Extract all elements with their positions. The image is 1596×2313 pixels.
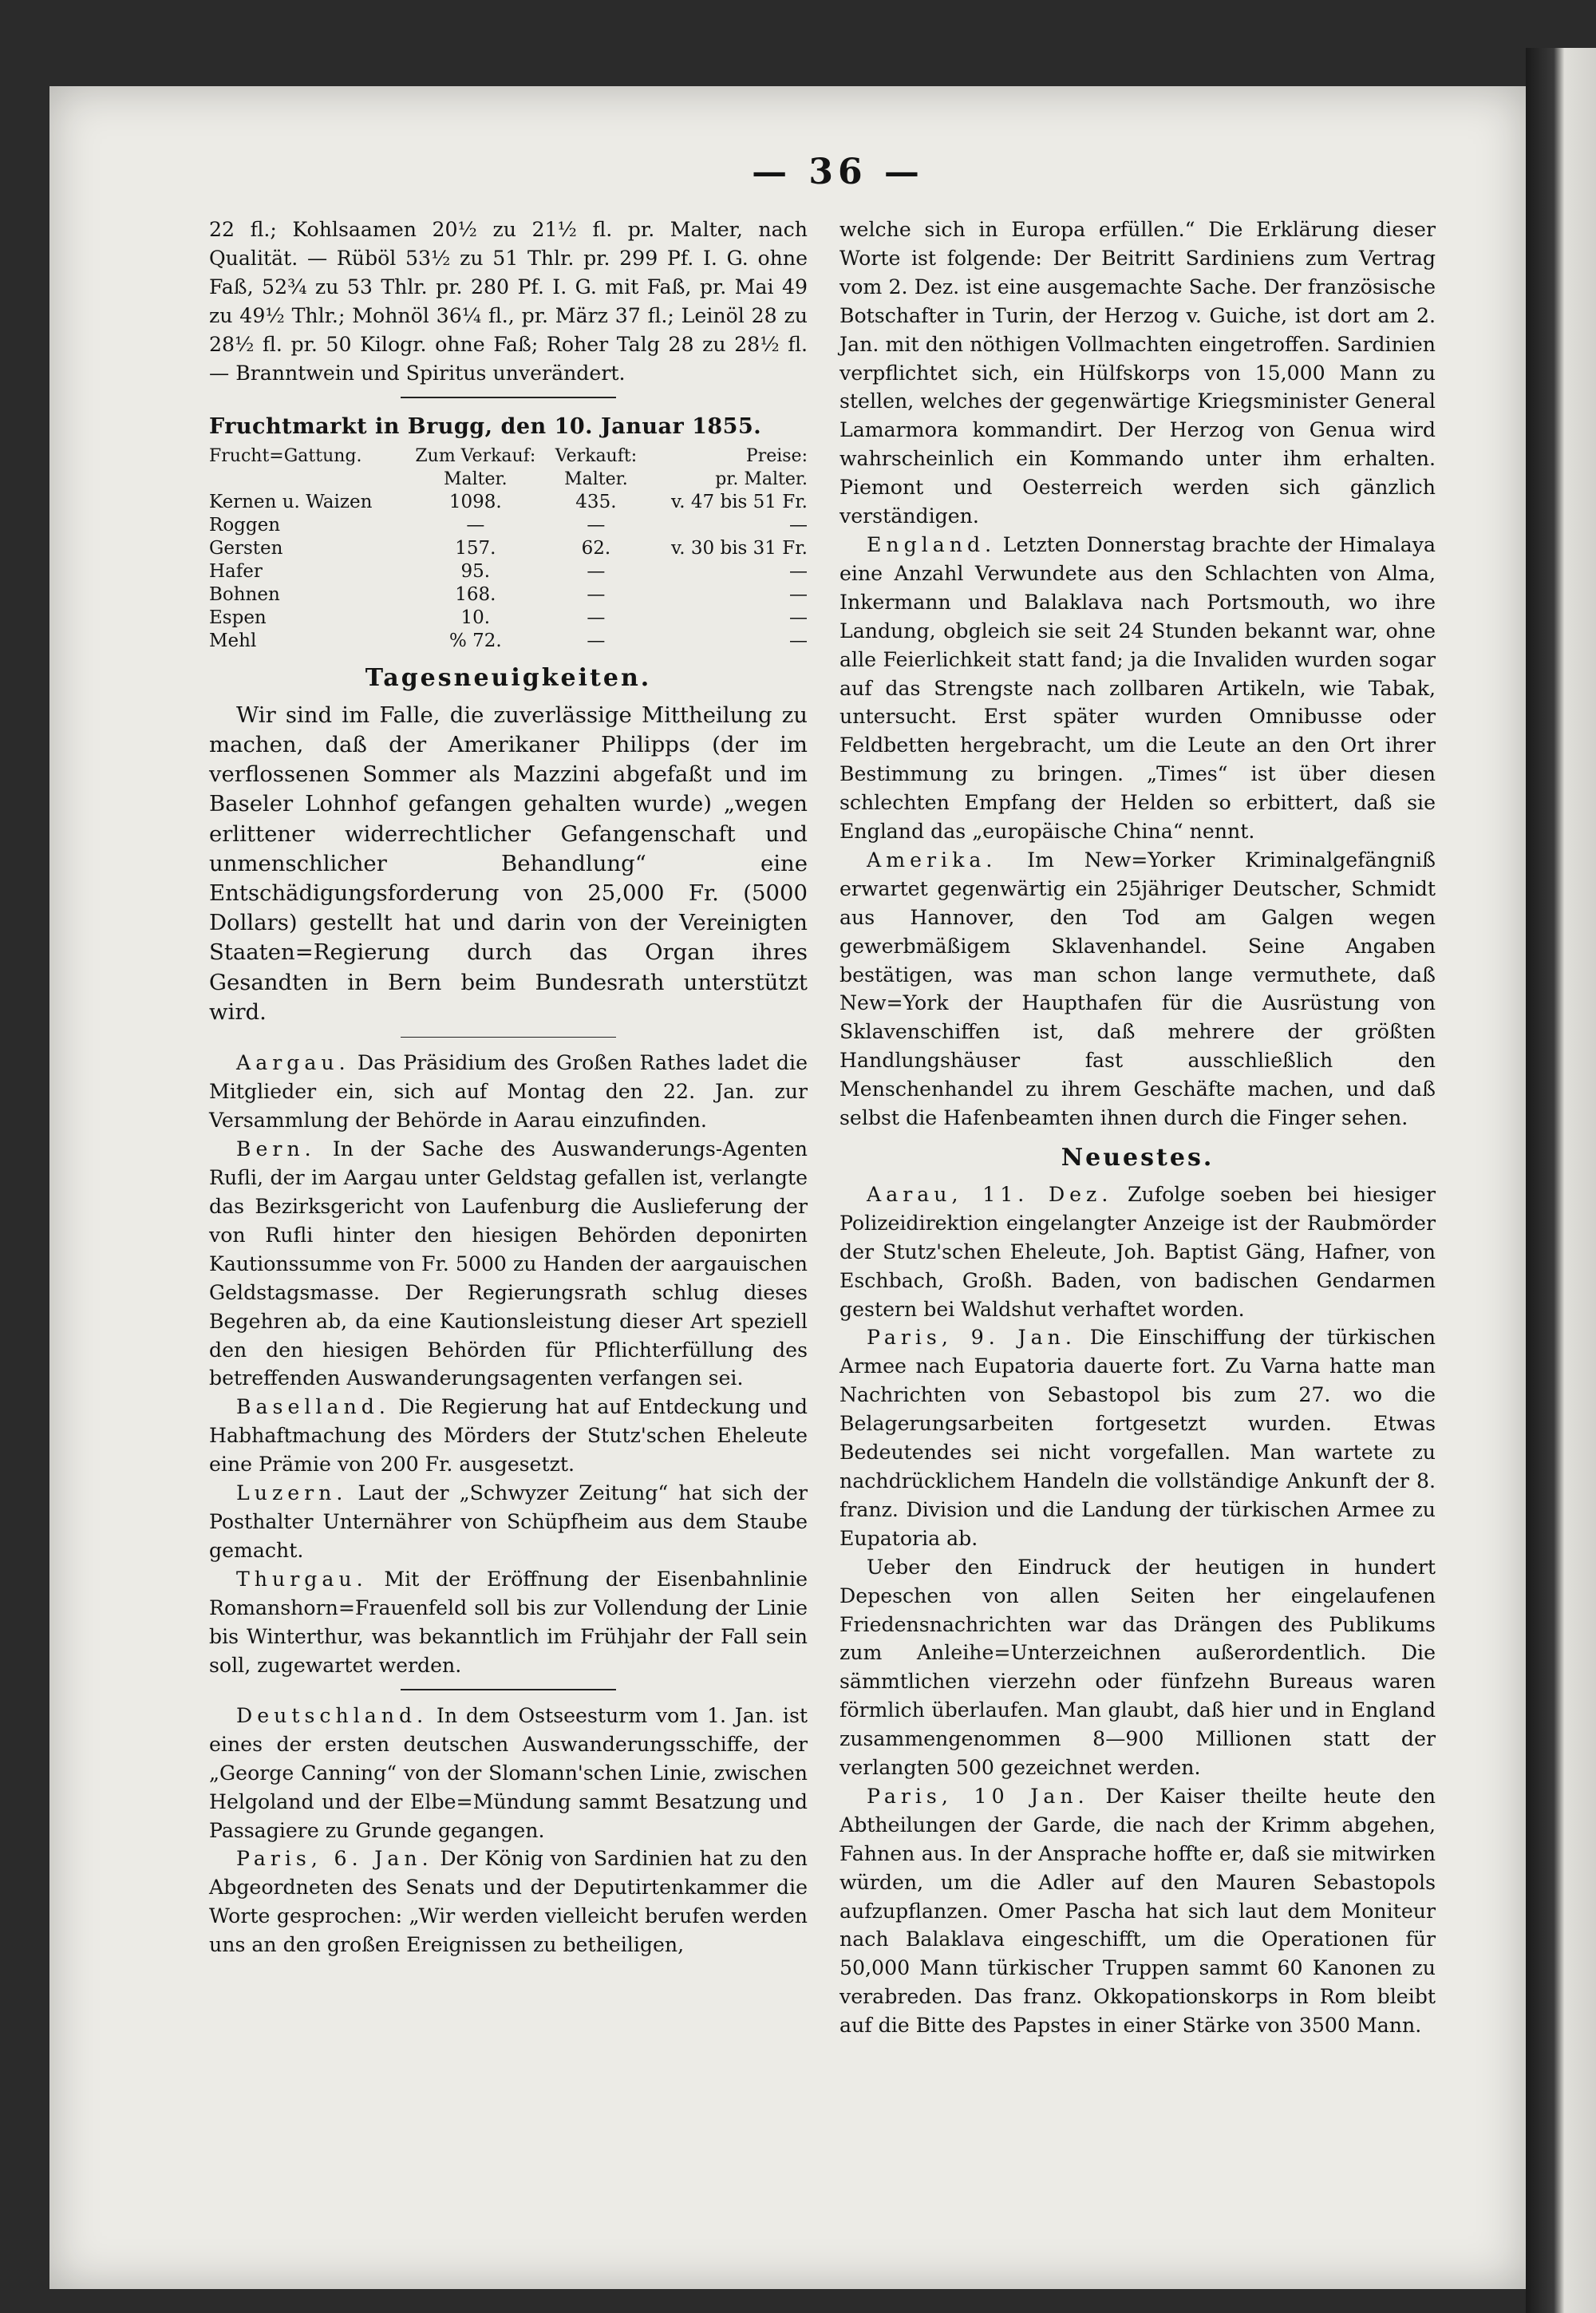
table-cell: v. 30 bis 31 Fr.	[671, 537, 808, 559]
paragraph-text: Der Kaiser theilte heute den Abtheilungen der Garde, die nach der Krimm abgehen, Fahnen aus. In der Ansprache hoffte er, daß sie mitwirken würden, um die Adler auf den Mauren Sebastopols aufzupflanzen. Omer Pascha hat sich laut dem Moniteur nach Balaklava eingeschifft, um die Operationen für 50,000 Mann türkischer Truppen sammt 60 Kanonen zu verabreden. Das franz. Okkopationskorps in Rom bleibt auf die Bitte des Papstes in einer Stärke von 3500 Mann.	[839, 1784, 1436, 2038]
table-cell: Kernen u. Waizen	[209, 491, 373, 512]
table-row	[209, 514, 808, 537]
divider	[401, 1689, 616, 1690]
dateline: Aarau, 11. Dez.	[867, 1182, 1113, 1206]
news-paragraph	[209, 1479, 808, 1565]
news-paragraph	[839, 1782, 1436, 2040]
right-column	[839, 215, 1436, 2040]
table-cell: —	[789, 630, 808, 651]
latest-news	[839, 1180, 1436, 2040]
table-cell: Gersten	[209, 537, 283, 559]
dateline: Amerika.	[867, 848, 998, 872]
paragraph-text: Die Regierung hat auf Entdeckung und Habhaftmachung des Mörders der Stutz'schen Eheleute eine Prämie von 200 Fr. ausgesetzt.	[209, 1395, 808, 1477]
foreign-news-continued	[839, 215, 1436, 1133]
dateline: Paris, 9. Jan.	[867, 1326, 1077, 1350]
news-paragraph	[209, 1049, 808, 1135]
table-cell: % 72.	[448, 630, 502, 651]
left-column	[209, 215, 808, 1959]
dateline: Aargau.	[236, 1051, 350, 1075]
table-cell: —	[789, 560, 808, 582]
lead-paragraph: Wir sind im Falle, die zuverlässige Mittheilung zu machen, daß der Amerikaner Philipps (der im verflossenen Sommer als Mazzini abgefaßt und im Baseler Lohnhof gefangen gehalten wurde) „wegen erlittener widerrechtlicher Gefangenschaft und unmenschlicher Behandlung“ eine Entschädigungsforderung von 25,000 Fr. (5000 Dollars) gestellt hat und darin von der Vereinigten Staaten=Regierung durch das Organ ihres Gesandten in Bern beim Bundesrath unterstützt wird.	[209, 702, 808, 1025]
news-paragraph	[839, 1323, 1436, 1552]
book-spine	[1526, 48, 1596, 2313]
header-cell	[209, 468, 404, 491]
table-cell: Mehl	[209, 630, 257, 651]
news-paragraph	[209, 1844, 808, 1959]
table-cell: Bohnen	[209, 583, 280, 605]
paragraph-text: Die Einschiffung der türkischen Armee nach Eupatoria dauerte fort. Zu Varna hatte man Nachrichten von Sebastopol bis zum 27. wo die Belagerungsarbeiten fortgesetzt wurden. Etwas Bedeutendes sei nicht vorgefallen. Man wartete zu nachdrücklichem Handeln die vollständige Ankunft der 8. franz. Division und die Landung der türkischen Armee zu Eupatoria ab.	[839, 1326, 1436, 1550]
table-cell: v. 47 bis 51 Fr.	[671, 491, 808, 512]
header-cell: Malter.	[444, 469, 508, 489]
table-cell: 435.	[575, 491, 617, 512]
dateline: Baselland.	[236, 1395, 390, 1419]
header-cell: Verkauft:	[555, 445, 638, 466]
news-paragraph	[839, 215, 1436, 531]
news-paragraph	[839, 846, 1436, 1133]
table-row	[209, 607, 808, 630]
table-row	[209, 560, 808, 583]
table-cell: 168.	[455, 583, 496, 605]
paragraph-text: In der Sache des Auswanderungs-Agenten Rufli, der im Aargau unter Geldstag gefallen ist, verlangte das Bezirksgericht von Laufenburg die Auslieferung der von Rufli hinter den hiesigen Behörden deponirten Kautionssumme von Fr. 5000 zu Handen der aargauischen Geldstagsmasse. Der Regierungsrath schlug dieses Begehren ab, da eine Kautionsleistung dieser Art speziell den den hiesigen Behörden für Pflichterfüllung des betreffenden Auswanderungsagenten verfangen sei.	[209, 1137, 808, 1390]
paragraph-text: Zufolge soeben bei hiesiger Polizeidirektion eingelangter Anzeige ist der Raubmörder der Stutz'schen Eheleute, Joh. Baptist Gäng, Hafner, von Eschbach, Großh. Baden, von badischen Gendarmen gestern bei Waldshut verhaftet worden.	[839, 1182, 1436, 1321]
paragraph-text: Letzten Donnerstag brachte der Himalaya eine Anzahl Verwundete aus den Schlachten von Alma, Inkermann und Balaklava nach Portsmouth, wo ihre Landung, obgleich sie seit 24 Stunden bekannt war, ohne alle Feierlichkeit statt fand; ja die Invaliden wurden sogar auf das Strengste nach zollbaren Artikeln, wie Tabak, untersucht. Erst später wurden Omnibusse oder Feldbetten hergebracht, um die Leute an den Ort ihrer Bestimmung zu bringen. „Times“ ist über diesen schlechten Empfang der Helden so erbittert, daß sie England das „europäische China“ nennt.	[839, 532, 1436, 844]
table-row	[209, 537, 808, 560]
table-cell: 62.	[581, 537, 611, 559]
section-heading-latest: Neuestes.	[1061, 1144, 1215, 1172]
table-header-row	[209, 445, 808, 468]
paragraph-text: Der König von Sardinien hat zu den Abgeordneten des Senats und der Deputirtenkammer die Worte gesprochen: „Wir werden vielleicht berufen werden uns an den großen Ereignissen zu betheiligen,	[209, 1847, 808, 1957]
market-report-title: Fruchtmarkt in Brugg, den 10. Januar 1855.	[209, 413, 762, 439]
dateline: England.	[867, 532, 997, 556]
header-cell: Frucht=Gattung.	[209, 445, 362, 466]
table-cell: —	[789, 607, 808, 628]
news-paragraph	[839, 1553, 1436, 1782]
paragraph-text: welche sich in Europa erfüllen.“ Die Erklärung dieser Worte ist folgende: Der Beitritt Sardiniens zum Vertrag vom 2. Dez. ist eine ausgemachte Sache. Der französische Botschafter in Turin, der Herzog v. Guiche, ist dort am 2. Jan. mit den nöthigen Vollmachten eingetroffen. Sardinien verpflichtet sich, ein Hülfskorps von 15,000 Mann zu stellen, welches der gegenwärtige Kriegsminister General Lamarmora kommandirt. Der Herzog von Genua wird wahrscheinlich ein Kommando unter ihm erhalten. Piemont und Oesterreich werden sich gänzlich verständigen.	[839, 218, 1436, 528]
domestic-news	[209, 1049, 808, 1679]
dateline: Bern.	[236, 1137, 316, 1161]
paragraph-text: Das Präsidium des Großen Rathes ladet die Mitglieder ein, sich auf Montag den 22. Jan. zur Versammlung der Behörde in Aarau einzufinden.	[209, 1051, 808, 1133]
table-body	[209, 491, 808, 653]
table-cell: —	[789, 514, 808, 536]
header-cell: pr. Malter.	[715, 469, 808, 489]
news-paragraph	[209, 1565, 808, 1680]
header-cell: Zum Verkauf:	[415, 445, 536, 466]
table-cell: Roggen	[209, 514, 281, 536]
news-paragraph	[839, 1180, 1436, 1324]
table-row	[209, 630, 808, 653]
table-cell: 95.	[460, 560, 491, 582]
grain-market-table	[209, 445, 808, 653]
table-cell: 1098.	[448, 491, 502, 512]
news-paragraph	[209, 1702, 808, 1845]
paragraph-text: Laut der „Schwyzer Zeitung“ hat sich der Posthalter Unternährer von Schüpfheim aus dem Staube gemacht.	[209, 1481, 808, 1562]
lead-article	[209, 701, 808, 1027]
paragraph-text: Im New=Yorker Kriminalgefängniß erwartet gegenwärtig ein 25jähriger Deutscher, Schmidt aus Hannover, den Tod am Galgen wegen gewerbmäßigem Sklavenhandel. Seine Angaben bestätigen, was man schon lange vermuthete, daß New=York der Haupthafen für die Ausrüstung von Sklavenschiffen ist, daß mehrere der größten Handlungshäuser fast ausschließlich den Menschenhandel zu ihrem Geschäfte machen, und daß selbst die Hafenbeamten ihnen durch die Finger sehen.	[839, 848, 1436, 1130]
page-number: — 36 —	[752, 152, 924, 192]
news-paragraph	[209, 1393, 808, 1479]
scan-top-border	[0, 0, 1596, 86]
table-cell: —	[587, 630, 606, 651]
table-row	[209, 583, 808, 607]
table-cell: —	[466, 514, 485, 536]
divider	[401, 397, 616, 398]
dateline: Deutschland.	[236, 1703, 429, 1727]
table-cell: 10.	[460, 607, 491, 628]
paragraph-text: Mit der Eröffnung der Eisenbahnlinie Romanshorn=Frauenfeld soll bis zur Vollendung der Linie bis Winterthur, was bekanntlich im Frühjahr der Fall sein soll, zugewartet werden.	[209, 1567, 808, 1677]
header-cell: Malter.	[564, 469, 628, 489]
table-cell: Hafer	[209, 560, 263, 582]
header-cell: Preise:	[745, 445, 808, 466]
table-cell: —	[587, 560, 606, 582]
table-cell: —	[587, 514, 606, 536]
paragraph-text: Ueber den Eindruck der heutigen in hundert Depeschen von allen Seiten her eingelaufenen Friedensnachrichten war das Drängen des Publikums zum Anleihe=Unterzeichnen außerordentlich. Die sämmtlichen vierzehn oder fünfzehn Bureaus waren förmlich überlaufen. Man glaubt, daß hier und in England zusammengenommen 8—900 Millionen statt der verlangten 500 gezeichnet werden.	[839, 1555, 1436, 1780]
commodity-prices-paragraph: 22 fl.; Kohlsaamen 20½ zu 21½ fl. pr. Malter, nach Qualität. — Rüböl 53½ zu 51 Thlr. pr. 299 Pf. I. G. ohne Faß, 52¾ zu 53 Thlr. pr. 280 Pf. I. G. mit Faß, pr. Mai 49 zu 49½ Thlr.; Mohnöl 36¼ fl., pr. März 37 fl.; Leinöl 28 zu 28½ fl. pr. 50 Kilogr. ohne Faß; Roher Talg 28 zu 28½ fl. — Branntwein und Spiritus unverändert.	[209, 218, 808, 385]
table-subheader-row	[209, 468, 808, 491]
divider	[401, 1037, 616, 1038]
paragraph-text: In dem Ostseesturm vom 1. Jan. ist eines der ersten deutschen Auswanderungsschiffe, der „George Canning“ von der Slomann'schen Linie, zwischen Helgoland und der Elbe=Mündung sammt Besatzung und Passagiere zu Grunde gegangen.	[209, 1703, 808, 1842]
dateline: Luzern.	[236, 1481, 348, 1505]
news-paragraph	[209, 1135, 808, 1393]
news-paragraph	[839, 531, 1436, 846]
table-cell: —	[789, 583, 808, 605]
dateline: Paris, 6. Jan.	[236, 1847, 433, 1871]
table-cell: Espen	[209, 607, 267, 628]
foreign-news	[209, 1702, 808, 1959]
section-heading-daily-news: Tagesneuigkeiten.	[365, 663, 652, 692]
dateline: Paris, 10 Jan.	[867, 1784, 1089, 1808]
dateline: Thurgau.	[236, 1567, 368, 1591]
table-cell: 157.	[455, 537, 496, 559]
table-row	[209, 491, 808, 514]
table-cell: —	[587, 583, 606, 605]
table-cell: —	[587, 607, 606, 628]
